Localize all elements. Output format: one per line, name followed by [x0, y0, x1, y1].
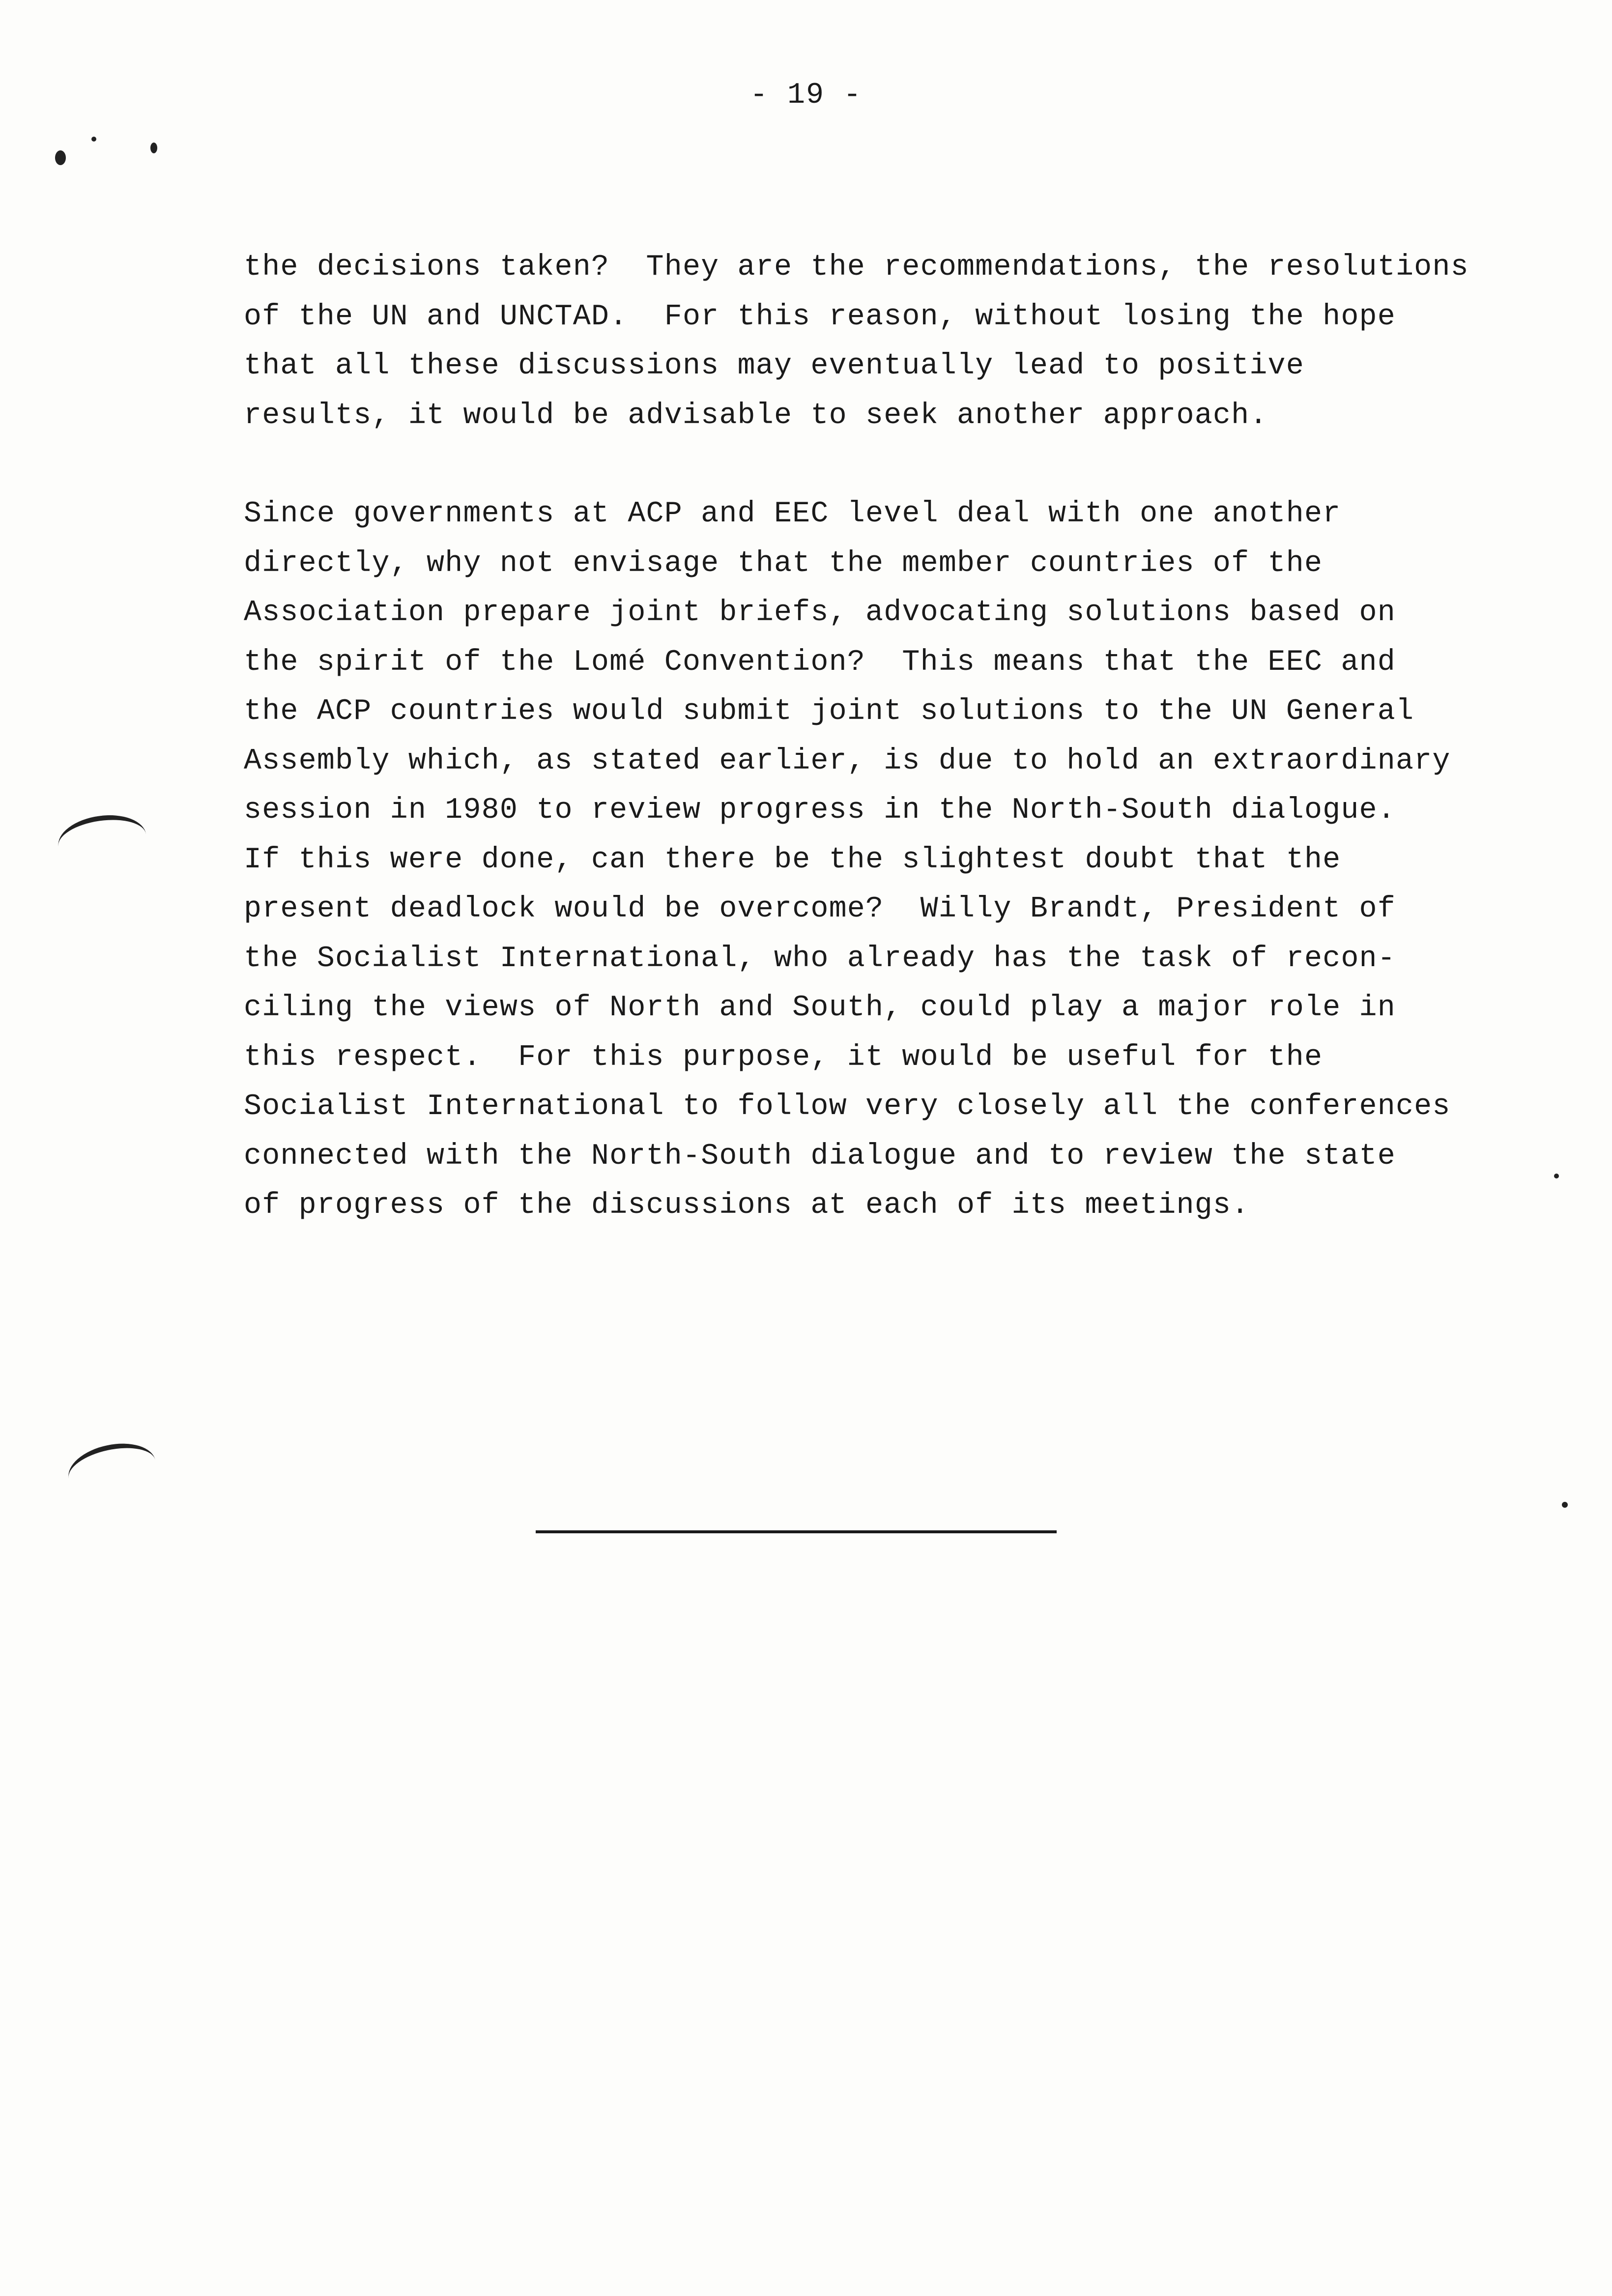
scan-speck — [91, 137, 96, 142]
text-line: the decisions taken? They are the recommendations, the resolutions — [244, 251, 1469, 284]
text-line: the ACP countries would submit joint solutions to the UN General — [244, 695, 1414, 728]
text-line: session in 1980 to review progress in the North-South dialogue. — [244, 794, 1396, 827]
text-line: of the UN and UNCTAD. For this reason, without losing the hope — [244, 300, 1396, 334]
text-line: Since governments at ACP and EEC level deal with one another — [244, 497, 1341, 531]
text-line: present deadlock would be overcome? Willy Brandt, President of — [244, 892, 1396, 926]
scan-speck — [150, 143, 157, 153]
paragraph-1 — [244, 243, 1590, 440]
text-line: the spirit of the Lomé Convention? This means that the EEC and — [244, 645, 1396, 679]
text-line: connected with the North-South dialogue and to review the state — [244, 1139, 1396, 1173]
text-line: directly, why not envisage that the member countries of the — [244, 546, 1323, 580]
page-number: - 19 - — [749, 79, 863, 112]
text-line: of progress of the discussions at each of its meetings. — [244, 1189, 1250, 1222]
scan-speck — [55, 150, 66, 165]
text-line: the Socialist International, who already has the task of recon- — [244, 942, 1396, 976]
text-line: If this were done, can there be the slightest doubt that the — [244, 843, 1341, 877]
text-line: results, it would be advisable to seek another approach. — [244, 399, 1268, 432]
text-line: Socialist International to follow very closely all the conferences — [244, 1090, 1451, 1123]
end-rule — [536, 1530, 1057, 1533]
text-line: ciling the views of North and South, could play a major role in — [244, 991, 1396, 1025]
text-line: this respect. For this purpose, it would be useful for the — [244, 1040, 1323, 1074]
paragraph-2 — [244, 489, 1590, 1231]
body-text — [244, 243, 1590, 1280]
punch-hole-mark — [64, 1436, 161, 1502]
text-line: Assembly which, as stated earlier, is due to hold an extraordinary — [244, 744, 1451, 778]
text-line: Association prepare joint briefs, advocating solutions based on — [244, 596, 1396, 630]
punch-hole-mark — [55, 810, 149, 871]
text-line: that all these discussions may eventually lead to positive — [244, 349, 1304, 383]
scan-speck — [1562, 1502, 1568, 1508]
